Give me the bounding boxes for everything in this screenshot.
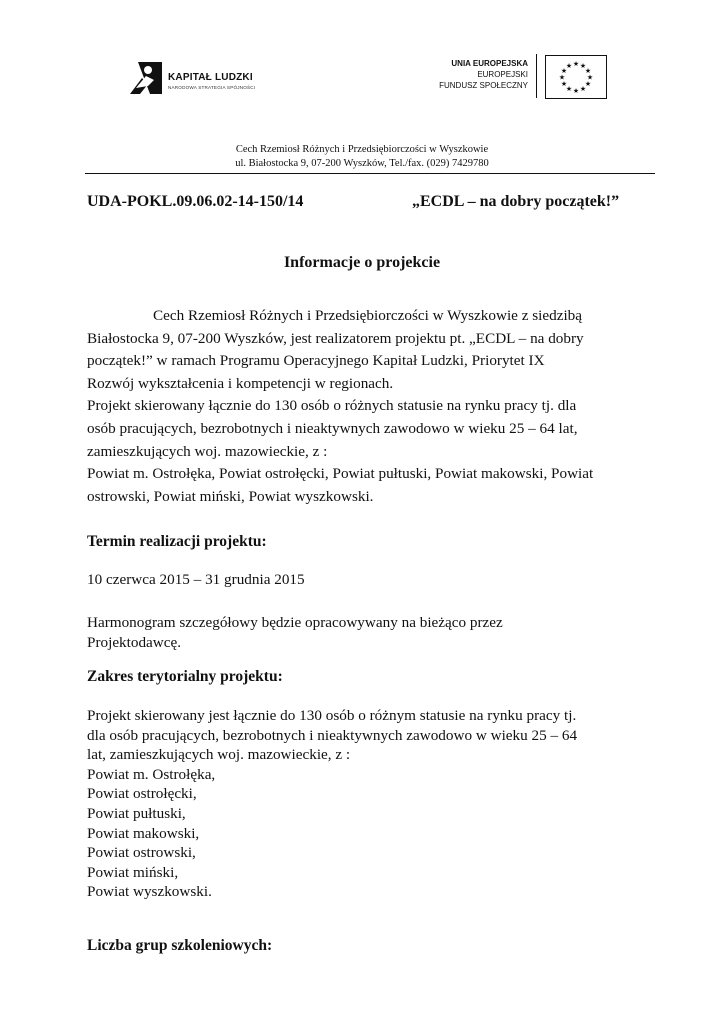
grupy-heading: Liczba grup szkoleniowych: (87, 937, 273, 954)
svg-text:★: ★ (586, 73, 594, 82)
kapital-ludzki-emblem-icon (128, 58, 164, 98)
info-line: Białostocka 9, 07-200 Wyszków, jest realizatorem projektu pt. „ECDL – na dobry (87, 329, 584, 347)
svg-text:★: ★ (579, 62, 587, 70)
info-line: początek!” w ramach Programu Operacyjnego Kapitał Ludzki, Priorytet IX (87, 352, 545, 370)
svg-text:★: ★ (560, 67, 568, 75)
termin-note-line: Projektodawcę. (87, 633, 182, 651)
eu-logo-line1: UNIA EUROPEJSKA (451, 59, 528, 68)
kapital-ludzki-logo (128, 58, 288, 98)
header-address-line: ul. Białostocka 9, 07-200 Wyszków, Tel./fax. (029) 7429780 (235, 158, 489, 169)
termin-heading: Termin realizacji projektu: (87, 533, 267, 550)
zakres-line: dla osób pracujących, bezrobotnych i nieaktywnych zawodowo w wieku 25 – 64 (87, 726, 578, 744)
powiat-item: Powiat ostrowski, (87, 844, 196, 862)
svg-text:★: ★ (584, 80, 592, 88)
eu-flag-icon (545, 55, 607, 99)
svg-text:★: ★ (572, 60, 580, 68)
powiat-item: Powiat ostrołęcki, (87, 785, 197, 803)
info-line: Rozwój wykształcenia i kompetencji w regionach. (87, 374, 394, 392)
powiat-item: Powiat pułtuski, (87, 804, 186, 822)
zakres-paragraph (87, 706, 577, 902)
svg-text:★: ★ (572, 87, 580, 95)
header-org-line: Cech Rzemiosł Różnych i Przedsiębiorczości w Wyszkowie (235, 144, 489, 155)
info-paragraph (87, 305, 657, 508)
eu-logo-line3: FUNDUSZ SPOŁECZNY (439, 81, 528, 90)
eu-logo-divider (536, 54, 537, 98)
powiat-item: Powiat wyszkowski. (87, 883, 212, 901)
svg-text:★: ★ (565, 62, 573, 70)
powiat-item: Powiat m. Ostrołęka, (87, 765, 216, 783)
termin-note (87, 613, 503, 652)
project-code: UDA-POKL.09.06.02-14-150/14 (87, 193, 304, 210)
project-title: „ECDL – na dobry początek!” (412, 193, 620, 210)
header-divider (85, 173, 655, 174)
info-line: Cech Rzemiosł Różnych i Przedsiębiorczości w Wyszkowie z siedzibą (153, 307, 582, 324)
info-line: zamieszkujących woj. mazowieckie, z : (87, 442, 328, 460)
termin-note-line: Harmonogram szczegółowy będzie opracowywany na bieżąco przez (87, 614, 503, 631)
kapital-ludzki-subtitle: NARODOWA STRATEGIA SPÓJNOŚCI (168, 85, 256, 90)
svg-text:★: ★ (565, 85, 573, 93)
powiat-item: Powiat makowski, (87, 824, 200, 842)
eu-logo-text (439, 58, 528, 91)
info-line: osób pracujących, bezrobotnych i nieaktywnych zawodowo w wieku 25 – 64 lat, (87, 419, 578, 437)
eu-logo-line2: EUROPEJSKI (477, 70, 528, 79)
zakres-line: Projekt skierowany jest łącznie do 130 osób o różnym statusie na rynku pracy tj. (87, 707, 577, 724)
kapital-ludzki-title: KAPITAŁ LUDZKI (168, 72, 253, 83)
svg-text:★: ★ (558, 73, 566, 82)
zakres-line: lat, zamieszkujących woj. mazowieckie, z : (87, 746, 351, 764)
svg-text:★: ★ (584, 67, 592, 75)
termin-dates: 10 czerwca 2015 – 31 grudnia 2015 (87, 571, 305, 588)
info-line: Powiat m. Ostrołęka, Powiat ostrołęcki, Powiat pułtuski, Powiat makowski, Powiat (87, 465, 594, 483)
eu-fund-logo (418, 50, 604, 102)
info-heading: Informacje o projekcie (283, 254, 441, 271)
svg-text:★: ★ (560, 80, 568, 88)
info-line: ostrowski, Powiat miński, Powiat wyszkowski. (87, 487, 374, 505)
zakres-heading: Zakres terytorialny projektu: (87, 668, 283, 685)
svg-text:★: ★ (579, 85, 587, 93)
powiat-item: Powiat miński, (87, 863, 179, 881)
info-line: Projekt skierowany łącznie do 130 osób o różnych statusie na rynku pracy tj. dla (87, 397, 577, 415)
